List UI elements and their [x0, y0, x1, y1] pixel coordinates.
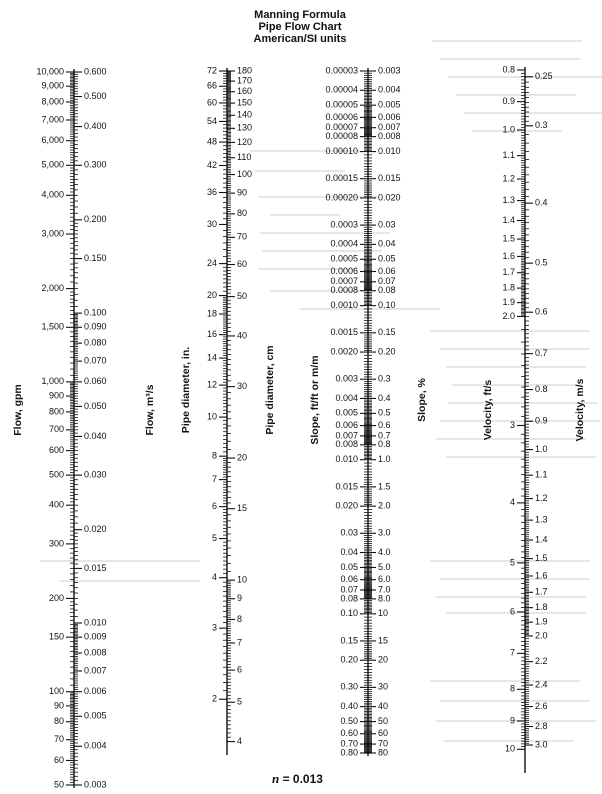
flow-right-tick-label: 0.003 — [84, 779, 107, 790]
velocity-left-tick-label: 0.8 — [502, 64, 515, 75]
flow-right-tick-label: 0.020 — [84, 524, 107, 535]
slope-left-tick-label: 0.06 — [340, 574, 358, 585]
slope-left-tick-label: 0.00020 — [325, 192, 358, 203]
velocity-left-tick-label: 9 — [509, 715, 515, 726]
flow-right-tick-label: 0.060 — [84, 376, 107, 387]
velocity-right-tick-label: 2.8 — [535, 720, 548, 731]
slope-left-tick-label: 0.70 — [340, 738, 358, 749]
diameter-right-tick-label: 180 — [237, 65, 253, 76]
velocity-right-tick-label: 2.6 — [535, 700, 548, 711]
slope-left-tick-label: 0.008 — [335, 439, 358, 450]
velocity-right-tick-label: 1.2 — [535, 492, 548, 503]
slope-right-tick-label: 30 — [378, 681, 389, 692]
velocity-right-tick-label: 2.4 — [535, 679, 548, 690]
slope-left-tick-label: 0.00006 — [325, 111, 358, 122]
slope-right-tick-label: 1.5 — [378, 481, 391, 492]
slope-left-tick-label: 0.10 — [340, 608, 358, 619]
velocity-left-tick-label: 1.5 — [502, 233, 515, 244]
slope-left-tick-label: 0.00015 — [325, 173, 358, 184]
slope-left-tick-label: 0.00010 — [325, 145, 358, 156]
slope-right-tick-label: 4.0 — [378, 546, 391, 557]
velocity-left-tick-label: 1.0 — [502, 124, 515, 135]
flow-right-tick-label: 0.500 — [84, 90, 107, 101]
slope-right-tick-label: 0.010 — [378, 145, 401, 156]
flow-left-tick-label: 200 — [48, 592, 64, 603]
velocity-right-tick-label: 0.3 — [535, 120, 548, 131]
velocity-right-axis-title: Velocity, m/s — [573, 378, 586, 442]
slope-right-tick-label: 50 — [378, 715, 389, 726]
velocity-right-tick-label: 0.7 — [535, 348, 548, 359]
slope-right-tick-label: 0.008 — [378, 131, 401, 142]
flow-right-tick-label: 0.090 — [84, 321, 107, 332]
velocity-left-axis-title: Velocity, ft/s — [481, 379, 494, 441]
velocity-right-tick-label: 0.6 — [535, 306, 548, 317]
diameter-left-tick-label: 10 — [206, 411, 217, 422]
flow-left-tick-label: 70 — [53, 734, 64, 745]
diameter-left-tick-label: 7 — [211, 473, 217, 484]
slope-right-tick-label: 0.003 — [378, 65, 401, 76]
slope-right-tick-label: 40 — [378, 700, 389, 711]
flow-left-tick-label: 1,000 — [41, 376, 64, 387]
diameter-left-tick-label: 20 — [206, 289, 217, 300]
diameter-left-tick-label: 2 — [211, 693, 217, 704]
slope-right-tick-label: 80 — [378, 747, 389, 758]
flow-left-tick-label: 900 — [48, 390, 64, 401]
diameter-right-tick-label: 140 — [237, 109, 253, 120]
slope-right-tick-label: 0.015 — [378, 173, 401, 184]
slope-left-tick-label: 0.40 — [340, 700, 358, 711]
diameter-right-tick-label: 20 — [237, 452, 248, 463]
velocity-right-tick-label: 1.7 — [535, 586, 548, 597]
diameter-left-tick-label: 4 — [211, 572, 217, 583]
flow-left-tick-label: 9,000 — [41, 80, 64, 91]
diameter-right-tick-label: 170 — [237, 75, 253, 86]
flow-left-tick-label: 4,000 — [41, 189, 64, 200]
flow-left-tick-label: 800 — [48, 406, 64, 417]
slope-right-tick-label: 0.007 — [378, 122, 401, 133]
slope-left-tick-label: 0.15 — [340, 635, 358, 646]
slope-left-tick-label: 0.60 — [340, 728, 358, 739]
slope-left-tick-label: 0.0006 — [330, 265, 358, 276]
velocity-left-tick-label: 1.3 — [502, 194, 515, 205]
velocity-right-tick-label: 3.0 — [535, 739, 548, 750]
diameter-left-tick-label: 72 — [206, 65, 217, 76]
diameter-right-tick-label: 50 — [237, 291, 248, 302]
velocity-right-tick-label: 0.8 — [535, 383, 548, 394]
slope-right-tick-label: 3.0 — [378, 527, 391, 538]
diameter-left-axis-title: Pipe diameter, in. — [179, 346, 192, 434]
slope-left-tick-label: 0.00007 — [325, 122, 358, 133]
flow-right-tick-label: 0.100 — [84, 307, 107, 318]
slope-right-tick-label: 70 — [378, 738, 389, 749]
flow-scale — [12, 66, 156, 789]
velocity-right-tick-label: 1.6 — [535, 570, 548, 581]
diameter-right-tick-label: 7 — [237, 637, 243, 648]
velocity-right-tick-label: 0.25 — [535, 71, 553, 82]
slope-right-tick-label: 0.06 — [378, 265, 396, 276]
slope-right-tick-label: 0.08 — [378, 285, 396, 296]
slope-left-tick-label: 0.80 — [340, 747, 358, 758]
slope-right-tick-label: 0.6 — [378, 419, 391, 430]
flow-right-tick-label: 0.050 — [84, 400, 107, 411]
flow-left-tick-label: 6,000 — [41, 135, 64, 146]
velocity-right-tick-label: 0.9 — [535, 415, 548, 426]
slope-left-tick-label: 0.20 — [340, 654, 358, 665]
flow-left-tick-label: 150 — [48, 631, 64, 642]
slope-scale — [309, 65, 428, 757]
flow-right-tick-label: 0.300 — [84, 159, 107, 170]
diameter-left-tick-label: 3 — [211, 622, 217, 633]
slope-left-tick-label: 0.04 — [340, 546, 358, 557]
velocity-left-tick-label: 0.9 — [502, 96, 515, 107]
velocity-scale — [482, 64, 586, 773]
diameter-right-tick-label: 30 — [237, 381, 248, 392]
slope-right-tick-label: 0.05 — [378, 253, 396, 264]
slope-left-tick-label: 0.00004 — [325, 84, 358, 95]
diameter-left-tick-label: 14 — [206, 352, 217, 363]
flow-right-tick-label: 0.010 — [84, 617, 107, 628]
slope-left-tick-label: 0.0015 — [330, 327, 358, 338]
flow-right-axis-title: Flow, m³/s — [143, 384, 156, 436]
flow-left-axis-title: Flow, gpm — [11, 384, 24, 436]
flow-right-tick-label: 0.070 — [84, 355, 107, 366]
slope-left-tick-label: 0.0005 — [330, 253, 358, 264]
flow-left-tick-label: 90 — [53, 700, 64, 711]
velocity-right-tick-label: 1.3 — [535, 514, 548, 525]
n-symbol: n — [272, 771, 280, 786]
diameter-left-tick-label: 36 — [206, 186, 217, 197]
slope-right-tick-label: 0.10 — [378, 300, 396, 311]
diameter-left-tick-label: 16 — [206, 329, 217, 340]
slope-left-tick-label: 0.0008 — [330, 285, 358, 296]
slope-right-tick-label: 0.04 — [378, 238, 396, 249]
diameter-right-tick-label: 120 — [237, 136, 253, 147]
diameter-right-tick-label: 80 — [237, 208, 248, 219]
velocity-left-tick-label: 8 — [509, 683, 515, 694]
velocity-left-tick-label: 1.1 — [502, 150, 515, 161]
diameter-right-tick-label: 40 — [237, 330, 248, 341]
diameter-left-tick-label: 12 — [206, 379, 217, 390]
slope-left-tick-label: 0.006 — [335, 419, 358, 430]
flow-left-tick-label: 600 — [48, 444, 64, 455]
velocity-right-tick-label: 2.2 — [535, 655, 548, 666]
slope-right-tick-label: 0.004 — [378, 84, 401, 95]
flow-right-tick-label: 0.600 — [84, 66, 107, 77]
slope-left-tick-label: 0.00005 — [325, 99, 358, 110]
velocity-left-tick-label: 1.9 — [502, 297, 515, 308]
slope-right-axis-title: Slope, % — [415, 378, 428, 422]
velocity-left-tick-label: 10 — [504, 743, 515, 754]
slope-left-tick-label: 0.004 — [335, 392, 358, 403]
slope-right-tick-label: 0.8 — [378, 439, 391, 450]
manning-n-value — [272, 771, 323, 787]
flow-left-tick-label: 10,000 — [36, 66, 64, 77]
flow-left-tick-label: 50 — [53, 779, 64, 790]
diameter-right-tick-label: 90 — [237, 187, 248, 198]
diameter-right-tick-label: 100 — [237, 168, 253, 179]
slope-left-tick-label: 0.03 — [340, 527, 358, 538]
velocity-right-tick-label: 1.8 — [535, 602, 548, 613]
slope-right-tick-label: 15 — [378, 635, 389, 646]
velocity-left-tick-label: 3 — [509, 419, 515, 430]
slope-right-tick-label: 10 — [378, 608, 389, 619]
velocity-right-tick-label: 1.1 — [535, 469, 548, 480]
diameter-right-tick-label: 150 — [237, 97, 253, 108]
velocity-left-tick-label: 2.0 — [502, 310, 515, 321]
slope-left-tick-label: 0.0003 — [330, 219, 358, 230]
slope-left-tick-label: 0.003 — [335, 373, 358, 384]
diameter-left-tick-label: 48 — [206, 136, 217, 147]
diameter-right-tick-label: 60 — [237, 258, 248, 269]
diameter-right-tick-label: 5 — [237, 696, 243, 707]
slope-right-tick-label: 0.020 — [378, 192, 401, 203]
slope-right-tick-label: 0.20 — [378, 346, 396, 357]
diameter-left-tick-label: 6 — [211, 500, 217, 511]
flow-right-tick-label: 0.015 — [84, 562, 107, 573]
flow-left-tick-label: 300 — [48, 538, 64, 549]
slope-right-tick-label: 8.0 — [378, 593, 391, 604]
velocity-right-tick-label: 0.4 — [535, 197, 548, 208]
flow-right-tick-label: 0.006 — [84, 686, 107, 697]
slope-right-tick-label: 20 — [378, 654, 389, 665]
flow-left-tick-label: 8,000 — [41, 96, 64, 107]
velocity-left-tick-label: 1.6 — [502, 250, 515, 261]
diameter-left-tick-label: 54 — [206, 115, 217, 126]
diameter-left-tick-label: 24 — [206, 257, 217, 268]
flow-left-tick-label: 60 — [53, 754, 64, 765]
velocity-left-tick-label: 6 — [509, 606, 515, 617]
slope-left-tick-label: 0.007 — [335, 430, 358, 441]
slope-right-tick-label: 0.15 — [378, 327, 396, 338]
flow-left-tick-label: 7,000 — [41, 114, 64, 125]
title-line-2: Pipe Flow Chart — [258, 21, 342, 33]
flow-right-tick-label: 0.008 — [84, 647, 107, 658]
diameter-left-tick-label: 66 — [206, 80, 217, 91]
flow-left-tick-label: 500 — [48, 469, 64, 480]
slope-left-tick-label: 0.005 — [335, 407, 358, 418]
flow-left-tick-label: 400 — [48, 499, 64, 510]
flow-right-tick-label: 0.004 — [84, 740, 107, 751]
diameter-left-tick-label: 42 — [206, 159, 217, 170]
velocity-left-tick-label: 1.4 — [502, 214, 515, 225]
slope-right-tick-label: 0.3 — [378, 373, 391, 384]
flow-right-tick-label: 0.080 — [84, 337, 107, 348]
diameter-right-tick-label: 10 — [237, 574, 248, 585]
diameter-left-tick-label: 8 — [211, 450, 217, 461]
slope-right-tick-label: 7.0 — [378, 584, 391, 595]
flow-right-tick-label: 0.040 — [84, 430, 107, 441]
slope-left-tick-label: 0.0010 — [330, 300, 358, 311]
flow-right-tick-label: 0.200 — [84, 214, 107, 225]
n-value-text: = 0.013 — [279, 772, 323, 786]
velocity-right-tick-label: 0.5 — [535, 257, 548, 268]
flow-right-tick-label: 0.005 — [84, 710, 107, 721]
velocity-left-tick-label: 1.7 — [502, 267, 515, 278]
slope-left-tick-label: 0.30 — [340, 681, 358, 692]
diameter-left-tick-label: 5 — [211, 532, 217, 543]
slope-right-tick-label: 0.4 — [378, 392, 391, 403]
title-line-3: American/SI units — [253, 33, 347, 45]
flow-right-tick-label: 0.007 — [84, 665, 107, 676]
velocity-right-tick-label: 1.5 — [535, 552, 548, 563]
slope-left-tick-label: 0.08 — [340, 593, 358, 604]
diameter-left-tick-label: 30 — [206, 218, 217, 229]
velocity-right-tick-label: 1.4 — [535, 534, 548, 545]
slope-left-tick-label: 0.05 — [340, 561, 358, 572]
diameter-left-tick-label: 18 — [206, 308, 217, 319]
slope-left-tick-label: 0.015 — [335, 481, 358, 492]
flow-left-tick-label: 2,000 — [41, 282, 64, 293]
velocity-left-tick-label: 5 — [509, 557, 515, 568]
velocity-left-tick-label: 7 — [509, 647, 515, 658]
slope-right-tick-label: 6.0 — [378, 574, 391, 585]
slope-right-tick-label: 0.07 — [378, 276, 396, 287]
diameter-right-tick-label: 110 — [237, 152, 252, 163]
flow-right-tick-label: 0.150 — [84, 252, 107, 263]
diameter-right-tick-label: 15 — [237, 503, 248, 514]
velocity-left-tick-label: 1.8 — [502, 282, 515, 293]
diameter-right-tick-label: 160 — [237, 86, 253, 97]
slope-left-tick-label: 0.00008 — [325, 131, 358, 142]
slope-right-tick-label: 0.005 — [378, 99, 401, 110]
title-line-1: Manning Formula — [254, 9, 346, 21]
flow-right-tick-label: 0.030 — [84, 469, 107, 480]
flow-left-tick-label: 3,000 — [41, 228, 64, 239]
velocity-right-tick-label: 2.0 — [535, 630, 548, 641]
flow-left-tick-label: 1,500 — [41, 321, 64, 332]
velocity-left-tick-label: 4 — [509, 497, 515, 508]
slope-right-tick-label: 1.0 — [378, 454, 391, 465]
slope-left-tick-label: 0.0020 — [330, 346, 358, 357]
slope-right-tick-label: 0.7 — [378, 430, 391, 441]
slope-right-tick-label: 60 — [378, 728, 389, 739]
slope-left-tick-label: 0.50 — [340, 715, 358, 726]
slope-right-tick-label: 0.03 — [378, 219, 396, 230]
flow-right-tick-label: 0.400 — [84, 120, 107, 131]
diameter-right-tick-label: 70 — [237, 231, 248, 242]
diameter-right-tick-label: 9 — [237, 593, 243, 604]
slope-left-tick-label: 0.020 — [335, 500, 358, 511]
flow-left-tick-label: 80 — [53, 716, 64, 727]
slope-right-tick-label: 5.0 — [378, 561, 391, 572]
slope-right-tick-label: 0.5 — [378, 407, 391, 418]
slope-right-tick-label: 0.006 — [378, 111, 401, 122]
diameter-left-tick-label: 60 — [206, 97, 217, 108]
flow-left-tick-label: 5,000 — [41, 159, 64, 170]
slope-left-tick-label: 0.0007 — [330, 276, 358, 287]
velocity-right-tick-label: 1.0 — [535, 443, 548, 454]
diameter-right-tick-label: 6 — [237, 664, 243, 675]
diameter-right-tick-label: 8 — [237, 613, 243, 624]
slope-left-tick-label: 0.00003 — [325, 65, 358, 76]
diameter-right-axis-title: Pipe diameter, cm — [263, 345, 276, 435]
slope-right-tick-label: 2.0 — [378, 500, 391, 511]
flow-left-tick-label: 100 — [48, 686, 64, 697]
slope-left-tick-label: 0.010 — [335, 454, 358, 465]
diameter-right-tick-label: 4 — [237, 735, 243, 746]
flow-right-tick-label: 0.009 — [84, 631, 107, 642]
slope-left-tick-label: 0.0004 — [330, 238, 358, 249]
diameter-scale — [180, 65, 276, 755]
velocity-right-tick-label: 1.9 — [535, 616, 548, 627]
flow-left-tick-label: 700 — [48, 424, 64, 435]
slope-left-tick-label: 0.07 — [340, 584, 358, 595]
slope-left-axis-title: Slope, ft/ft or m/m — [308, 355, 321, 445]
velocity-left-tick-label: 1.2 — [502, 173, 515, 184]
diameter-right-tick-label: 130 — [237, 122, 253, 133]
